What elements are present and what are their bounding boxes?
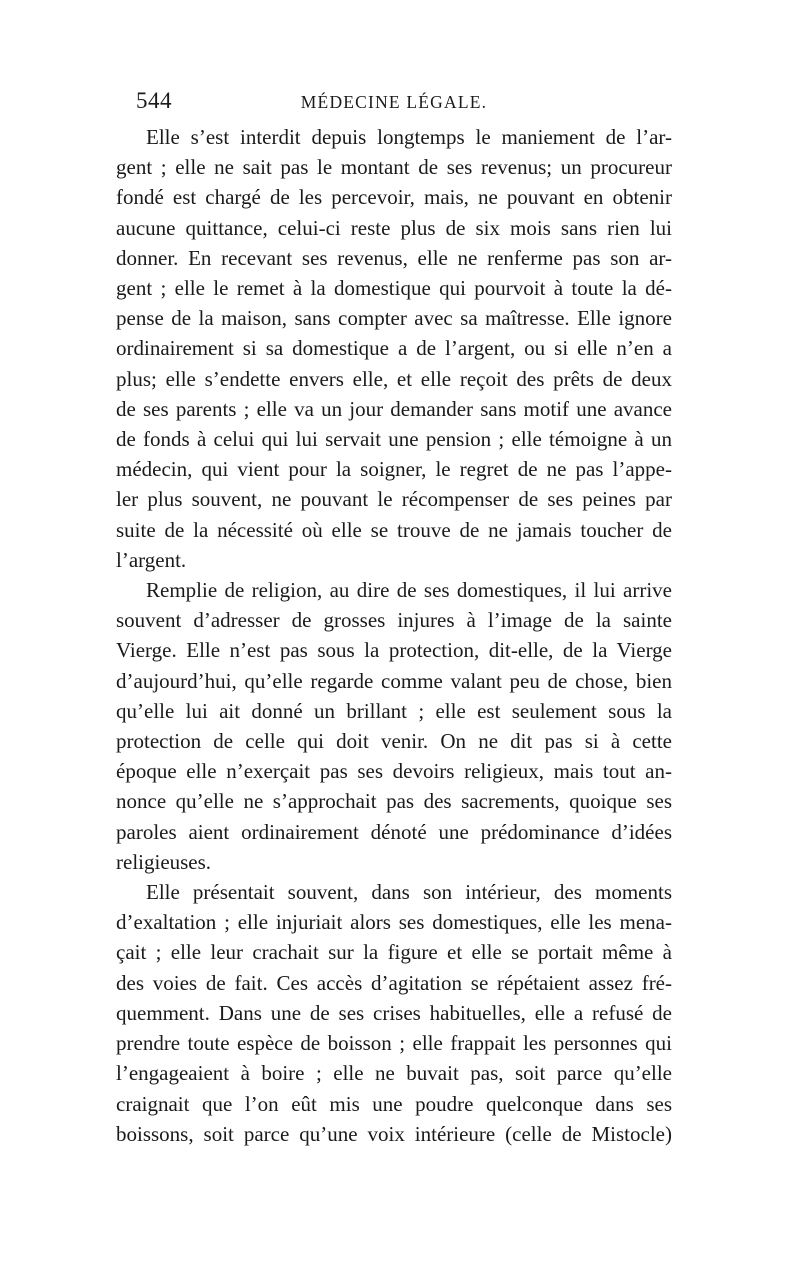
text-line: l’argent. (116, 547, 187, 572)
book-page (116, 88, 672, 1149)
text-line: quemment. Dans une de ses crises habituelles, elle a refusé de (116, 1000, 672, 1025)
text-line: paroles aient ordinairement dénoté une prédominance d’idées (116, 819, 672, 844)
text-line: d’aujourd’hui, qu’elle regarde comme valant peu de chose, bien (116, 668, 672, 693)
text-line: Remplie de religion, au dire de ses domestiques, il lui arrive (146, 578, 672, 603)
text-line: l’engageaient à boire ; elle ne buvait pas, soit parce qu’elle (116, 1061, 672, 1086)
text-line: suite de la nécessité où elle se trouve de ne jamais toucher de (116, 517, 672, 542)
text-line: protection de celle qui doit venir. On ne dit pas si à cette (116, 729, 672, 754)
text-line: craignait que l’on eût mis une poudre quelconque dans ses (116, 1091, 672, 1116)
text-line: de ses parents ; elle va un jour demander sans motif une avance (116, 396, 672, 421)
text-line: aucune quittance, celui-ci reste plus de six mois sans rien lui (116, 215, 672, 240)
page-number: 544 (136, 88, 172, 113)
text-line: de fonds à celui qui lui servait une pension ; elle témoigne à un (116, 427, 672, 452)
text-line: gent ; elle le remet à la domestique qui pourvoit à toute la dé- (116, 276, 672, 301)
text-line: époque elle n’exerçait pas ses devoirs religieux, mais tout an- (116, 759, 672, 784)
text-line: ordinairement si sa domestique a de l’argent, ou si elle n’en a (116, 336, 672, 361)
text-line: plus; elle s’endette envers elle, et elle reçoit des prêts de deux (116, 366, 672, 391)
text-line: gent ; elle ne sait pas le montant de ses revenus; un procureur (116, 155, 672, 180)
text-line: çait ; elle leur crachait sur la figure et elle se portait même à (116, 940, 672, 965)
text-line: boissons, soit parce qu’une voix intérieure (celle de Mistocle) (116, 1121, 672, 1146)
text-line: prendre toute espèce de boisson ; elle frappait les personnes qui (116, 1031, 672, 1056)
running-title: MÉDECINE LÉGALE. (300, 92, 488, 112)
page-header (116, 88, 672, 122)
text-line: ler plus souvent, ne pouvant le récompenser de ses peines par (116, 487, 672, 512)
paragraph-1 (116, 122, 672, 575)
text-line: nonce qu’elle ne s’approchait pas des sacrements, quoique ses (116, 789, 672, 814)
paragraph-3 (116, 877, 672, 1149)
text-line: Vierge. Elle n’est pas sous la protection, dit-elle, de la Vierge (116, 638, 672, 663)
text-line: donner. En recevant ses revenus, elle ne renferme pas son ar- (116, 245, 672, 270)
text-line: Elle s’est interdit depuis longtemps le maniement de l’ar- (146, 125, 672, 149)
text-line: pense de la maison, sans compter avec sa maîtresse. Elle ignore (116, 306, 672, 331)
text-line: des voies de fait. Ces accès d’agitation se répétaient assez fré- (116, 970, 672, 995)
text-line: religieuses. (116, 849, 212, 874)
text-line: médecin, qui vient pour la soigner, le regret de ne pas l’appe- (116, 457, 672, 482)
text-line: qu’elle lui ait donné un brillant ; elle est seulement sous la (116, 698, 672, 723)
paragraph-2 (116, 575, 672, 877)
text-line: Elle présentait souvent, dans son intérieur, des moments (146, 880, 672, 905)
body-text (116, 122, 672, 1149)
text-line: souvent d’adresser de grosses injures à l’image de la sainte (116, 608, 672, 633)
text-line: fondé est chargé de les percevoir, mais, ne pouvant en obtenir (116, 185, 672, 210)
text-line: d’exaltation ; elle injuriait alors ses domestiques, elle les mena- (116, 910, 672, 935)
